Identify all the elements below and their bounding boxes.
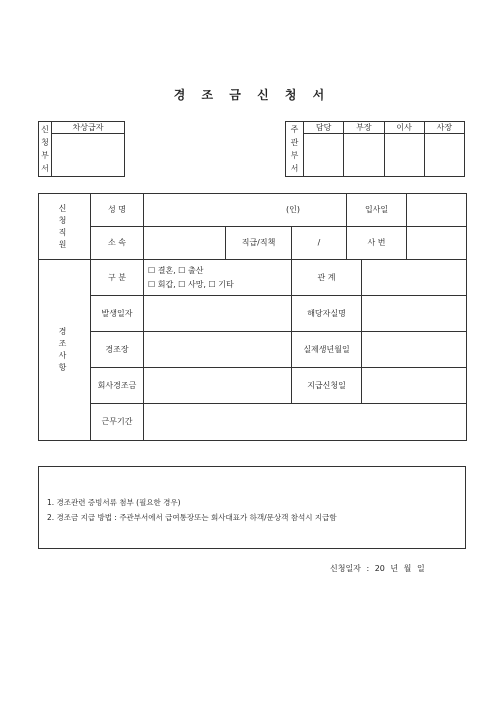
person-name-field[interactable]: [362, 296, 467, 332]
approval-side-label: 주관부서: [286, 122, 304, 177]
rank-field[interactable]: [292, 227, 347, 260]
dept-field[interactable]: [144, 227, 226, 260]
place-label: 경조장: [91, 332, 144, 368]
name-field[interactable]: [144, 194, 347, 227]
approval-header-director: 이사: [384, 122, 424, 134]
seal-mark: (인): [286, 205, 300, 215]
approval-header-staff: 담당: [304, 122, 344, 134]
birth-field[interactable]: [362, 332, 467, 368]
event-type-label: 구 분: [91, 260, 144, 296]
event-section-label: 경조사항: [39, 260, 91, 441]
relation-label: 관 계: [292, 260, 362, 296]
relation-field[interactable]: [362, 260, 467, 296]
birth-label: 실제생년월일: [292, 332, 362, 368]
application-date: 신청일자 : 20 년 월 일: [330, 564, 425, 573]
place-field[interactable]: [144, 332, 292, 368]
pay-date-label: 지급신청일: [292, 368, 362, 404]
company-amount-label: 회사경조금: [91, 368, 144, 404]
dept-header: 차상급자: [52, 122, 125, 134]
service-period-label: 근무기간: [91, 404, 144, 441]
event-type-options[interactable]: [144, 260, 292, 296]
occur-date-field[interactable]: [144, 296, 292, 332]
approval-header-president: 사장: [424, 122, 464, 134]
approval-sign-president[interactable]: [424, 134, 464, 177]
approval-box: [285, 121, 465, 177]
person-name-label: 해당자실명: [292, 296, 362, 332]
emp-no-field[interactable]: [407, 227, 467, 260]
rank-label: 직급/직책: [226, 227, 292, 260]
note-2: 2. 경조금 지급 방법 : 주관부서에서 급여통장또는 회사대표가 하객/문상객 참석시 지급함: [47, 513, 337, 522]
service-period-field[interactable]: [144, 404, 467, 441]
approval-sign-staff[interactable]: [304, 134, 344, 177]
emp-no-label: 사 번: [347, 227, 407, 260]
main-form-table: [38, 193, 467, 441]
event-type-options-line1[interactable]: ☐ 결혼, ☐ 출산: [148, 266, 204, 276]
dept-label: 소 속: [91, 227, 144, 260]
applicant-section-label: 신청직원: [39, 194, 91, 260]
hire-date-label: 입사일: [347, 194, 407, 227]
rank-slash: /: [317, 238, 321, 248]
form-title: 경 조 금 신 청 서: [173, 88, 331, 102]
notes-box: [38, 466, 466, 549]
approval-sign-manager[interactable]: [344, 134, 384, 177]
event-type-options-line2[interactable]: ☐ 회갑, ☐ 사망, ☐ 기타: [148, 279, 234, 289]
approval-header-manager: 부장: [344, 122, 384, 134]
approval-sign-director[interactable]: [384, 134, 424, 177]
note-1: 1. 경조관련 증빙서류 첨부 (필요한 경우): [47, 498, 181, 507]
occur-date-label: 발생일자: [91, 296, 144, 332]
hire-date-field[interactable]: [407, 194, 467, 227]
company-amount-field[interactable]: [144, 368, 292, 404]
pay-date-field[interactable]: [362, 368, 467, 404]
dept-box: [38, 121, 125, 177]
name-label: 성 명: [91, 194, 144, 227]
dept-side-label: 신청부서: [39, 122, 52, 177]
dept-signature-field[interactable]: [52, 134, 125, 177]
